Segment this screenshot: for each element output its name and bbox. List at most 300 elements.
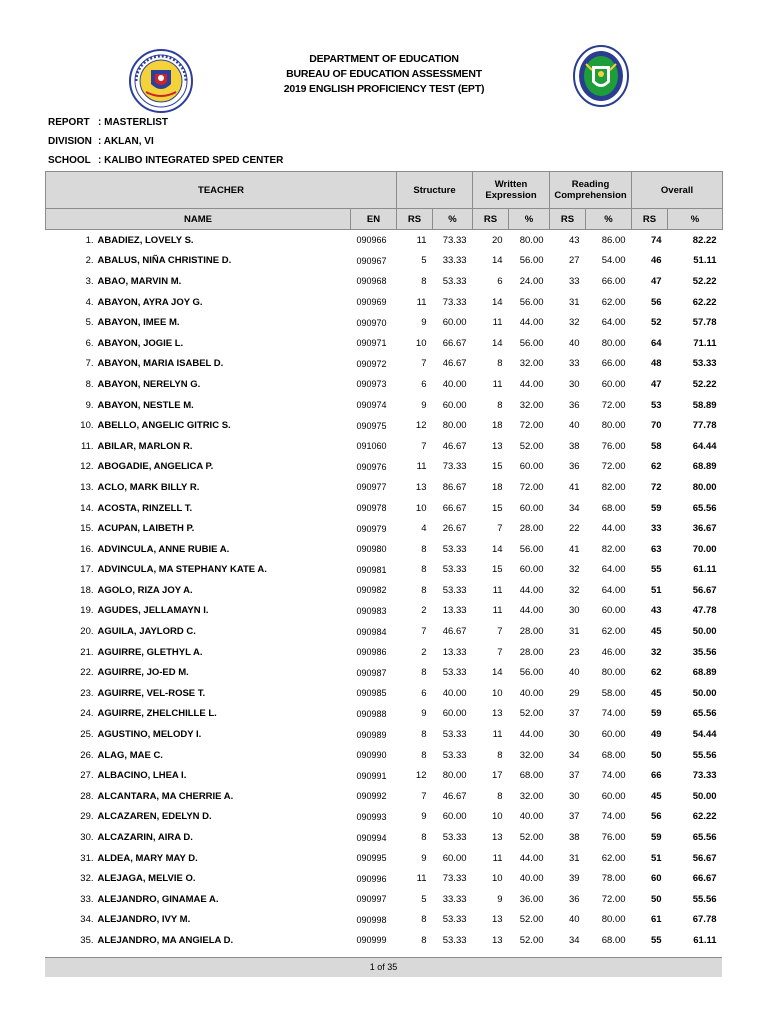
written-pct-cell: 44.00 <box>519 729 544 741</box>
reading-rs-cell: 32 <box>568 584 580 596</box>
overall-rs-cell: 49 <box>650 729 662 741</box>
table-row <box>46 292 723 313</box>
reading-rs-cell: 23 <box>568 646 580 658</box>
written-pct-cell: 32.00 <box>519 399 544 411</box>
overall-rs-cell: 55 <box>650 564 662 576</box>
overall-rs-cell: 55 <box>650 934 662 946</box>
school-value: : KALIBO INTEGRATED SPED CENTER <box>98 155 284 166</box>
table-row <box>46 251 723 272</box>
reading-rs-cell: 31 <box>568 852 580 864</box>
header-reading-line1: Reading <box>571 179 610 190</box>
teacher-name-cell: ALBACINO, LHEA I. <box>97 770 187 782</box>
overall-pct-cell: 54.44 <box>692 729 717 741</box>
reading-pct-cell: 62.00 <box>601 626 626 638</box>
written-rs-cell: 10 <box>491 687 503 699</box>
written-pct-cell: 80.00 <box>519 234 544 246</box>
table-row <box>46 889 723 910</box>
structure-rs-cell: 7 <box>421 358 427 370</box>
reading-pct-cell: 58.00 <box>601 687 626 699</box>
table-row <box>46 807 723 828</box>
reading-rs-cell: 31 <box>568 626 580 638</box>
reading-pct-cell: 60.00 <box>601 790 626 802</box>
structure-rs-cell: 9 <box>421 317 427 329</box>
teacher-name-cell: ABAYON, MARIA ISABEL D. <box>97 358 224 370</box>
structure-pct-cell: 53.33 <box>442 934 467 946</box>
teacher-name-cell: ALEJANDRO, GINAMAE A. <box>97 893 219 905</box>
overall-rs-cell: 59 <box>650 502 662 514</box>
teacher-name-cell: ALEJANDRO, MA ANGIELA D. <box>97 934 234 946</box>
examinee-number-cell: 090968 <box>356 276 387 287</box>
table-row <box>46 230 723 251</box>
structure-pct-cell: 53.33 <box>442 914 467 926</box>
teacher-name-cell: ALCAZAREN, EDELYN D. <box>97 811 212 823</box>
table-row <box>46 539 723 560</box>
written-pct-cell: 52.00 <box>519 832 544 844</box>
written-pct-cell: 28.00 <box>519 646 544 658</box>
examinee-number-cell: 090999 <box>356 935 387 946</box>
written-rs-cell: 13 <box>491 914 503 926</box>
written-pct-cell: 60.00 <box>519 564 544 576</box>
examinee-number-cell: 090977 <box>356 482 387 493</box>
examinee-number-cell: 090997 <box>356 894 387 905</box>
written-pct-cell: 24.00 <box>519 275 544 287</box>
written-rs-cell: 11 <box>492 605 503 617</box>
header-structure-rs: RS <box>397 209 433 230</box>
reading-pct-cell: 66.00 <box>601 358 626 370</box>
overall-rs-cell: 56 <box>650 296 662 308</box>
title-test: 2019 ENGLISH PROFICIENCY TEST (EPT) <box>283 83 485 95</box>
written-pct-cell: 40.00 <box>519 687 544 699</box>
row-number-cell: 6. <box>85 337 94 349</box>
overall-rs-cell: 63 <box>650 543 662 555</box>
row-number-cell: 21. <box>80 646 94 658</box>
structure-rs-cell: 7 <box>421 440 427 452</box>
written-pct-cell: 68.00 <box>519 770 544 782</box>
written-rs-cell: 14 <box>491 667 503 679</box>
reading-rs-cell: 34 <box>568 749 580 761</box>
examinee-number-cell: 090996 <box>356 873 387 884</box>
examinee-number-cell: 090986 <box>356 647 387 658</box>
row-number-cell: 24. <box>80 708 94 720</box>
structure-rs-cell: 8 <box>421 914 427 926</box>
overall-pct-cell: 65.56 <box>692 832 717 844</box>
structure-pct-cell: 13.33 <box>442 605 467 617</box>
overall-rs-cell: 32 <box>650 646 662 658</box>
teacher-name-cell: AGUSTINO, MELODY I. <box>97 729 202 741</box>
written-pct-cell: 60.00 <box>519 461 544 473</box>
row-number-cell: 3. <box>85 275 94 287</box>
structure-rs-cell: 12 <box>415 770 427 782</box>
overall-rs-cell: 47 <box>650 378 662 390</box>
examinee-number-cell: 090990 <box>356 750 387 761</box>
row-number-cell: 19. <box>80 605 94 617</box>
teacher-name-cell: AGUIRRE, JO-ED M. <box>97 667 189 679</box>
row-number-cell: 28. <box>80 790 94 802</box>
overall-rs-cell: 45 <box>650 626 662 638</box>
teacher-name-cell: AGUIRRE, ZHELCHILLE L. <box>97 708 217 720</box>
table-row <box>46 827 723 848</box>
reading-pct-cell: 76.00 <box>601 440 626 452</box>
teacher-name-cell: ABAYON, NERELYN G. <box>97 378 201 390</box>
teacher-name-cell: ABALUS, NIÑA CHRISTINE D. <box>97 255 232 267</box>
structure-rs-cell: 7 <box>421 626 427 638</box>
header-written-pct: % <box>509 209 550 230</box>
overall-rs-cell: 59 <box>650 708 662 720</box>
header-written-expression <box>473 172 550 209</box>
written-rs-cell: 18 <box>491 420 503 432</box>
overall-pct-cell: 57.78 <box>692 317 717 329</box>
reading-rs-cell: 37 <box>568 770 580 782</box>
structure-rs-cell: 11 <box>416 873 427 885</box>
written-pct-cell: 56.00 <box>519 296 544 308</box>
written-pct-cell: 72.00 <box>519 420 544 432</box>
structure-pct-cell: 66.67 <box>442 337 467 349</box>
row-number-cell: 31. <box>80 852 94 864</box>
structure-pct-cell: 60.00 <box>442 317 467 329</box>
overall-rs-cell: 45 <box>650 790 662 802</box>
teacher-name-cell: ABAYON, NESTLE M. <box>97 399 194 411</box>
reading-rs-cell: 36 <box>568 399 580 411</box>
overall-rs-cell: 64 <box>650 337 662 349</box>
structure-pct-cell: 73.33 <box>442 234 467 246</box>
structure-rs-cell: 8 <box>421 543 427 555</box>
structure-rs-cell: 8 <box>421 832 427 844</box>
reading-pct-cell: 82.00 <box>601 481 626 493</box>
teacher-name-cell: ABAO, MARVIN M. <box>97 275 182 287</box>
reading-pct-cell: 78.00 <box>601 873 626 885</box>
overall-pct-cell: 67.78 <box>692 914 717 926</box>
overall-pct-cell: 68.89 <box>692 667 717 679</box>
table-row <box>46 457 723 478</box>
reading-rs-cell: 32 <box>568 317 580 329</box>
overall-pct-cell: 65.56 <box>692 502 717 514</box>
structure-pct-cell: 46.67 <box>442 626 467 638</box>
header-reading-comprehension <box>550 172 632 209</box>
overall-pct-cell: 73.33 <box>692 770 717 782</box>
teacher-name-cell: ABOGADIE, ANGELICA P. <box>97 461 214 473</box>
overall-pct-cell: 62.22 <box>692 296 717 308</box>
structure-rs-cell: 11 <box>416 234 427 246</box>
written-rs-cell: 15 <box>491 461 503 473</box>
structure-pct-cell: 80.00 <box>442 770 467 782</box>
reading-rs-cell: 37 <box>568 811 580 823</box>
table-row <box>46 374 723 395</box>
reading-rs-cell: 41 <box>568 481 580 493</box>
structure-rs-cell: 12 <box>415 420 427 432</box>
table-sub-header-row <box>46 209 723 230</box>
written-pct-cell: 52.00 <box>519 914 544 926</box>
overall-rs-cell: 72 <box>650 481 662 493</box>
overall-pct-cell: 61.11 <box>693 564 717 576</box>
overall-pct-cell: 82.22 <box>692 234 717 246</box>
structure-pct-cell: 53.33 <box>442 543 467 555</box>
structure-rs-cell: 11 <box>416 296 427 308</box>
structure-rs-cell: 6 <box>421 687 427 699</box>
structure-rs-cell: 8 <box>421 275 427 287</box>
written-pct-cell: 44.00 <box>519 852 544 864</box>
row-number-cell: 29. <box>80 811 94 823</box>
written-rs-cell: 8 <box>497 790 503 802</box>
overall-pct-cell: 36.67 <box>692 523 717 535</box>
reading-pct-cell: 46.00 <box>601 646 626 658</box>
examinee-number-cell: 090970 <box>356 317 387 328</box>
written-rs-cell: 14 <box>491 296 503 308</box>
table-row <box>46 786 723 807</box>
examinee-number-cell: 090978 <box>356 503 387 514</box>
structure-pct-cell: 53.33 <box>442 832 467 844</box>
overall-rs-cell: 48 <box>650 358 662 370</box>
reading-pct-cell: 80.00 <box>601 420 626 432</box>
written-rs-cell: 7 <box>497 646 503 658</box>
reading-rs-cell: 40 <box>568 337 580 349</box>
reading-pct-cell: 68.00 <box>601 934 626 946</box>
teacher-name-cell: AGUIRRE, VEL-ROSE T. <box>97 687 206 699</box>
overall-rs-cell: 60 <box>650 873 662 885</box>
overall-rs-cell: 59 <box>650 832 662 844</box>
reading-pct-cell: 80.00 <box>601 914 626 926</box>
structure-pct-cell: 46.67 <box>442 790 467 802</box>
reading-rs-cell: 30 <box>568 790 580 802</box>
overall-rs-cell: 33 <box>650 523 662 535</box>
structure-rs-cell: 11 <box>416 461 427 473</box>
structure-rs-cell: 13 <box>415 481 427 493</box>
reading-rs-cell: 41 <box>568 543 580 555</box>
reading-pct-cell: 82.00 <box>601 543 626 555</box>
structure-rs-cell: 10 <box>415 502 427 514</box>
examinee-number-cell: 090982 <box>356 585 387 596</box>
structure-pct-cell: 26.67 <box>442 523 467 535</box>
structure-rs-cell: 8 <box>421 729 427 741</box>
reading-pct-cell: 74.00 <box>601 708 626 720</box>
written-rs-cell: 11 <box>492 584 503 596</box>
structure-pct-cell: 53.33 <box>442 749 467 761</box>
structure-pct-cell: 40.00 <box>442 378 467 390</box>
header-teacher: TEACHER <box>46 172 397 209</box>
row-number-cell: 5. <box>85 317 94 329</box>
table-row <box>46 498 723 519</box>
reading-rs-cell: 43 <box>568 234 580 246</box>
structure-rs-cell: 4 <box>421 523 427 535</box>
written-pct-cell: 52.00 <box>519 708 544 720</box>
structure-rs-cell: 8 <box>421 667 427 679</box>
reading-pct-cell: 74.00 <box>601 811 626 823</box>
examinee-number-cell: 090971 <box>356 338 387 349</box>
written-rs-cell: 15 <box>491 564 503 576</box>
row-number-cell: 23. <box>80 687 94 699</box>
info-division-row <box>48 135 283 154</box>
reading-rs-cell: 30 <box>568 378 580 390</box>
reading-pct-cell: 44.00 <box>601 523 626 535</box>
deped-seal-icon <box>128 48 194 114</box>
header-structure-pct: % <box>433 209 473 230</box>
teacher-name-cell: AGUDES, JELLAMAYN I. <box>97 605 209 617</box>
written-pct-cell: 28.00 <box>519 626 544 638</box>
written-rs-cell: 14 <box>491 255 503 267</box>
reading-pct-cell: 64.00 <box>601 584 626 596</box>
overall-pct-cell: 56.67 <box>692 852 717 864</box>
reading-rs-cell: 37 <box>568 708 580 720</box>
reading-pct-cell: 60.00 <box>601 378 626 390</box>
table-row <box>46 662 723 683</box>
teacher-name-cell: ABELLO, ANGELIC GITRIC S. <box>97 420 231 432</box>
reading-pct-cell: 64.00 <box>601 317 626 329</box>
reading-pct-cell: 64.00 <box>601 564 626 576</box>
written-rs-cell: 17 <box>491 770 503 782</box>
division-value: : AKLAN, VI <box>98 136 154 147</box>
reading-rs-cell: 27 <box>568 255 580 267</box>
row-number-cell: 35. <box>80 934 94 946</box>
written-pct-cell: 40.00 <box>519 811 544 823</box>
written-pct-cell: 28.00 <box>519 523 544 535</box>
overall-pct-cell: 68.89 <box>692 461 717 473</box>
table-group-header-row <box>46 172 723 209</box>
reading-pct-cell: 86.00 <box>601 234 626 246</box>
reading-pct-cell: 60.00 <box>601 605 626 617</box>
written-pct-cell: 44.00 <box>519 378 544 390</box>
overall-pct-cell: 80.00 <box>692 481 717 493</box>
teacher-name-cell: ALCANTARA, MA CHERRIE A. <box>97 790 234 802</box>
structure-rs-cell: 2 <box>421 605 427 617</box>
structure-rs-cell: 6 <box>421 378 427 390</box>
examinee-number-cell: 090988 <box>356 708 387 719</box>
structure-pct-cell: 66.67 <box>442 502 467 514</box>
overall-rs-cell: 53 <box>650 399 662 411</box>
row-number-cell: 30. <box>80 832 94 844</box>
header-reading-pct: % <box>586 209 632 230</box>
overall-rs-cell: 62 <box>650 461 662 473</box>
written-rs-cell: 11 <box>492 852 503 864</box>
overall-pct-cell: 58.89 <box>692 399 717 411</box>
overall-pct-cell: 53.33 <box>692 358 717 370</box>
written-pct-cell: 44.00 <box>519 317 544 329</box>
overall-pct-cell: 52.22 <box>692 378 717 390</box>
reading-pct-cell: 76.00 <box>601 832 626 844</box>
written-rs-cell: 14 <box>491 543 503 555</box>
examinee-number-cell: 090994 <box>356 832 387 843</box>
table-row <box>46 580 723 601</box>
written-pct-cell: 56.00 <box>519 667 544 679</box>
structure-rs-cell: 8 <box>421 749 427 761</box>
overall-rs-cell: 50 <box>650 749 662 761</box>
header-written-line1: Written <box>494 179 528 190</box>
written-rs-cell: 7 <box>497 626 503 638</box>
written-rs-cell: 11 <box>492 729 503 741</box>
overall-rs-cell: 70 <box>650 420 662 432</box>
written-rs-cell: 20 <box>491 234 503 246</box>
reading-rs-cell: 32 <box>568 564 580 576</box>
overall-pct-cell: 50.00 <box>692 687 717 699</box>
written-rs-cell: 13 <box>491 832 503 844</box>
reading-rs-cell: 30 <box>568 729 580 741</box>
structure-pct-cell: 60.00 <box>442 708 467 720</box>
structure-rs-cell: 5 <box>421 893 427 905</box>
title-department: DEPARTMENT OF EDUCATION <box>309 53 459 65</box>
structure-pct-cell: 53.33 <box>442 564 467 576</box>
row-number-cell: 16. <box>80 543 94 555</box>
structure-pct-cell: 13.33 <box>442 646 467 658</box>
overall-rs-cell: 45 <box>650 687 662 699</box>
header-reading-line2: Comprehension <box>554 190 627 201</box>
structure-pct-cell: 53.33 <box>442 584 467 596</box>
written-pct-cell: 56.00 <box>519 543 544 555</box>
examinee-number-cell: 090980 <box>356 544 387 555</box>
structure-pct-cell: 60.00 <box>442 811 467 823</box>
table-row <box>46 868 723 889</box>
reading-pct-cell: 68.00 <box>601 502 626 514</box>
teacher-name-cell: ALDEA, MARY MAY D. <box>97 852 198 864</box>
teacher-name-cell: AGUIRRE, GLETHYL A. <box>97 646 203 658</box>
overall-rs-cell: 50 <box>650 893 662 905</box>
structure-pct-cell: 73.33 <box>442 296 467 308</box>
overall-pct-cell: 62.22 <box>692 811 717 823</box>
overall-rs-cell: 47 <box>650 275 662 287</box>
bea-seal-icon <box>572 44 630 108</box>
teacher-name-cell: ABAYON, JOGIE L. <box>97 337 184 349</box>
reading-rs-cell: 30 <box>568 605 580 617</box>
page-footer <box>45 957 722 977</box>
reading-rs-cell: 33 <box>568 275 580 287</box>
report-info <box>48 116 283 173</box>
structure-rs-cell: 7 <box>421 790 427 802</box>
examinee-number-cell: 090991 <box>356 770 387 781</box>
overall-pct-cell: 50.00 <box>692 626 717 638</box>
overall-rs-cell: 46 <box>650 255 662 267</box>
header-overall-pct: % <box>668 209 723 230</box>
overall-pct-cell: 35.56 <box>692 646 717 658</box>
overall-rs-cell: 52 <box>650 317 662 329</box>
info-report-row <box>48 116 283 135</box>
written-rs-cell: 11 <box>492 378 503 390</box>
table-row <box>46 724 723 745</box>
written-pct-cell: 32.00 <box>519 358 544 370</box>
overall-pct-cell: 55.56 <box>692 893 717 905</box>
reading-rs-cell: 22 <box>568 523 580 535</box>
table-row <box>46 312 723 333</box>
written-pct-cell: 52.00 <box>519 934 544 946</box>
written-rs-cell: 13 <box>491 934 503 946</box>
reading-pct-cell: 54.00 <box>601 255 626 267</box>
structure-pct-cell: 60.00 <box>442 852 467 864</box>
school-label: SCHOOL <box>48 155 91 166</box>
structure-rs-cell: 5 <box>421 255 427 267</box>
overall-rs-cell: 58 <box>650 440 662 452</box>
table-row <box>46 560 723 581</box>
written-pct-cell: 56.00 <box>519 255 544 267</box>
structure-pct-cell: 60.00 <box>442 399 467 411</box>
examinee-number-cell: 090966 <box>356 235 387 246</box>
reading-rs-cell: 31 <box>568 296 580 308</box>
overall-pct-cell: 66.67 <box>692 873 717 885</box>
teacher-name-cell: ALEJANDRO, IVY M. <box>97 914 191 926</box>
table-row <box>46 848 723 869</box>
written-pct-cell: 36.00 <box>519 893 544 905</box>
row-number-cell: 33. <box>80 893 94 905</box>
teacher-name-cell: ALAG, MAE C. <box>97 749 163 761</box>
reading-rs-cell: 34 <box>568 502 580 514</box>
written-pct-cell: 44.00 <box>519 584 544 596</box>
overall-pct-cell: 52.22 <box>692 275 717 287</box>
written-pct-cell: 56.00 <box>519 337 544 349</box>
division-label: DIVISION <box>48 136 92 147</box>
row-number-cell: 20. <box>80 626 94 638</box>
examinee-number-cell: 090974 <box>356 400 387 411</box>
written-pct-cell: 44.00 <box>519 605 544 617</box>
overall-rs-cell: 56 <box>650 811 662 823</box>
overall-pct-cell: 70.00 <box>692 543 717 555</box>
structure-rs-cell: 8 <box>421 934 427 946</box>
written-pct-cell: 40.00 <box>519 873 544 885</box>
reading-rs-cell: 34 <box>568 934 580 946</box>
